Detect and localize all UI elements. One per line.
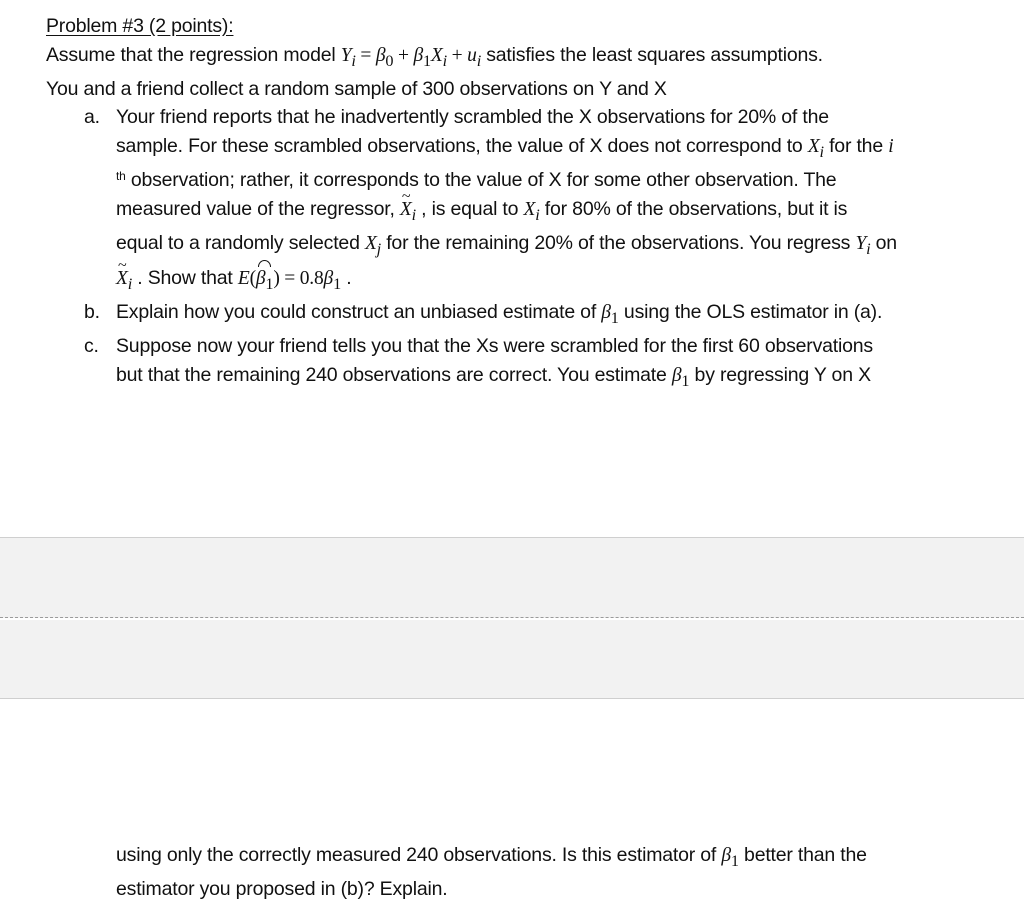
problem-title: Problem #3 (2 points): xyxy=(46,15,234,37)
part-a-marker: a. xyxy=(84,106,100,129)
part-c-continuation xyxy=(116,841,976,904)
page-break-band-top xyxy=(0,537,1024,618)
part-a xyxy=(46,103,1006,298)
part-a-line-4: measured value of the regressor, ~ $X_i$ , is equal to $X_i$ for 80% of the observations, but it is xyxy=(116,195,1006,229)
part-a-line-5: equal to a randomly selected $X_j$ for the remaining 20% of the observations. You regress $Y_i$ on xyxy=(116,232,897,259)
intro-line-2: You and a friend collect a random sample of 300 observations on Y and X xyxy=(46,77,667,100)
expectation-equation: $E(\beta_1) = 0.8\beta_1$ xyxy=(238,268,341,289)
part-a-line-2: sample. For these scrambled observations, the value of X does not correspond to $X_i$ for the i xyxy=(116,134,894,161)
intro-text: Assume that the regression model xyxy=(46,43,341,66)
part-a-line-1: Your friend reports that he inadvertently scrambled the X observations for 20% of the xyxy=(116,106,829,129)
part-c xyxy=(46,332,1006,395)
regression-model-equation: $Y_i = \beta_0 + \beta_1X_i + u_i$ xyxy=(340,44,482,70)
problem-text xyxy=(46,12,1006,395)
part-a-line-6: ~ $X_i$ . Show that $E(\beta_1) = 0.8\beta_1$ . xyxy=(116,264,1006,298)
part-b xyxy=(46,298,1006,332)
intro-text-end: satisfies the least squares assumptions. xyxy=(481,43,823,66)
part-b-line-1: Explain how you could construct an unbiased estimate of $\beta_1$ using the OLS estimator in (a). xyxy=(116,300,883,327)
part-c-line-2: but that the remaining 240 observations are correct. You estimate $\beta_1$ by regressing Y on X xyxy=(116,363,871,390)
part-c-marker: c. xyxy=(84,335,99,358)
continuation-line-2: estimator you proposed in (b)? Explain. xyxy=(116,878,448,901)
part-b-marker: b. xyxy=(84,300,100,323)
continuation-line-1: using only the correctly measured 240 observations. Is this estimator of $\beta_1$ better than the xyxy=(116,844,867,870)
part-c-line-1: Suppose now your friend tells you that the Xs were scrambled for the first 60 observations xyxy=(116,335,873,358)
intro-line-1 xyxy=(46,41,1006,75)
part-a-line-3: $^{th}$ observation; rather, it corresponds to the value of X for some other observation. The xyxy=(116,169,837,192)
page-break-band-bottom xyxy=(0,620,1024,699)
page-break-divider xyxy=(0,617,1024,618)
